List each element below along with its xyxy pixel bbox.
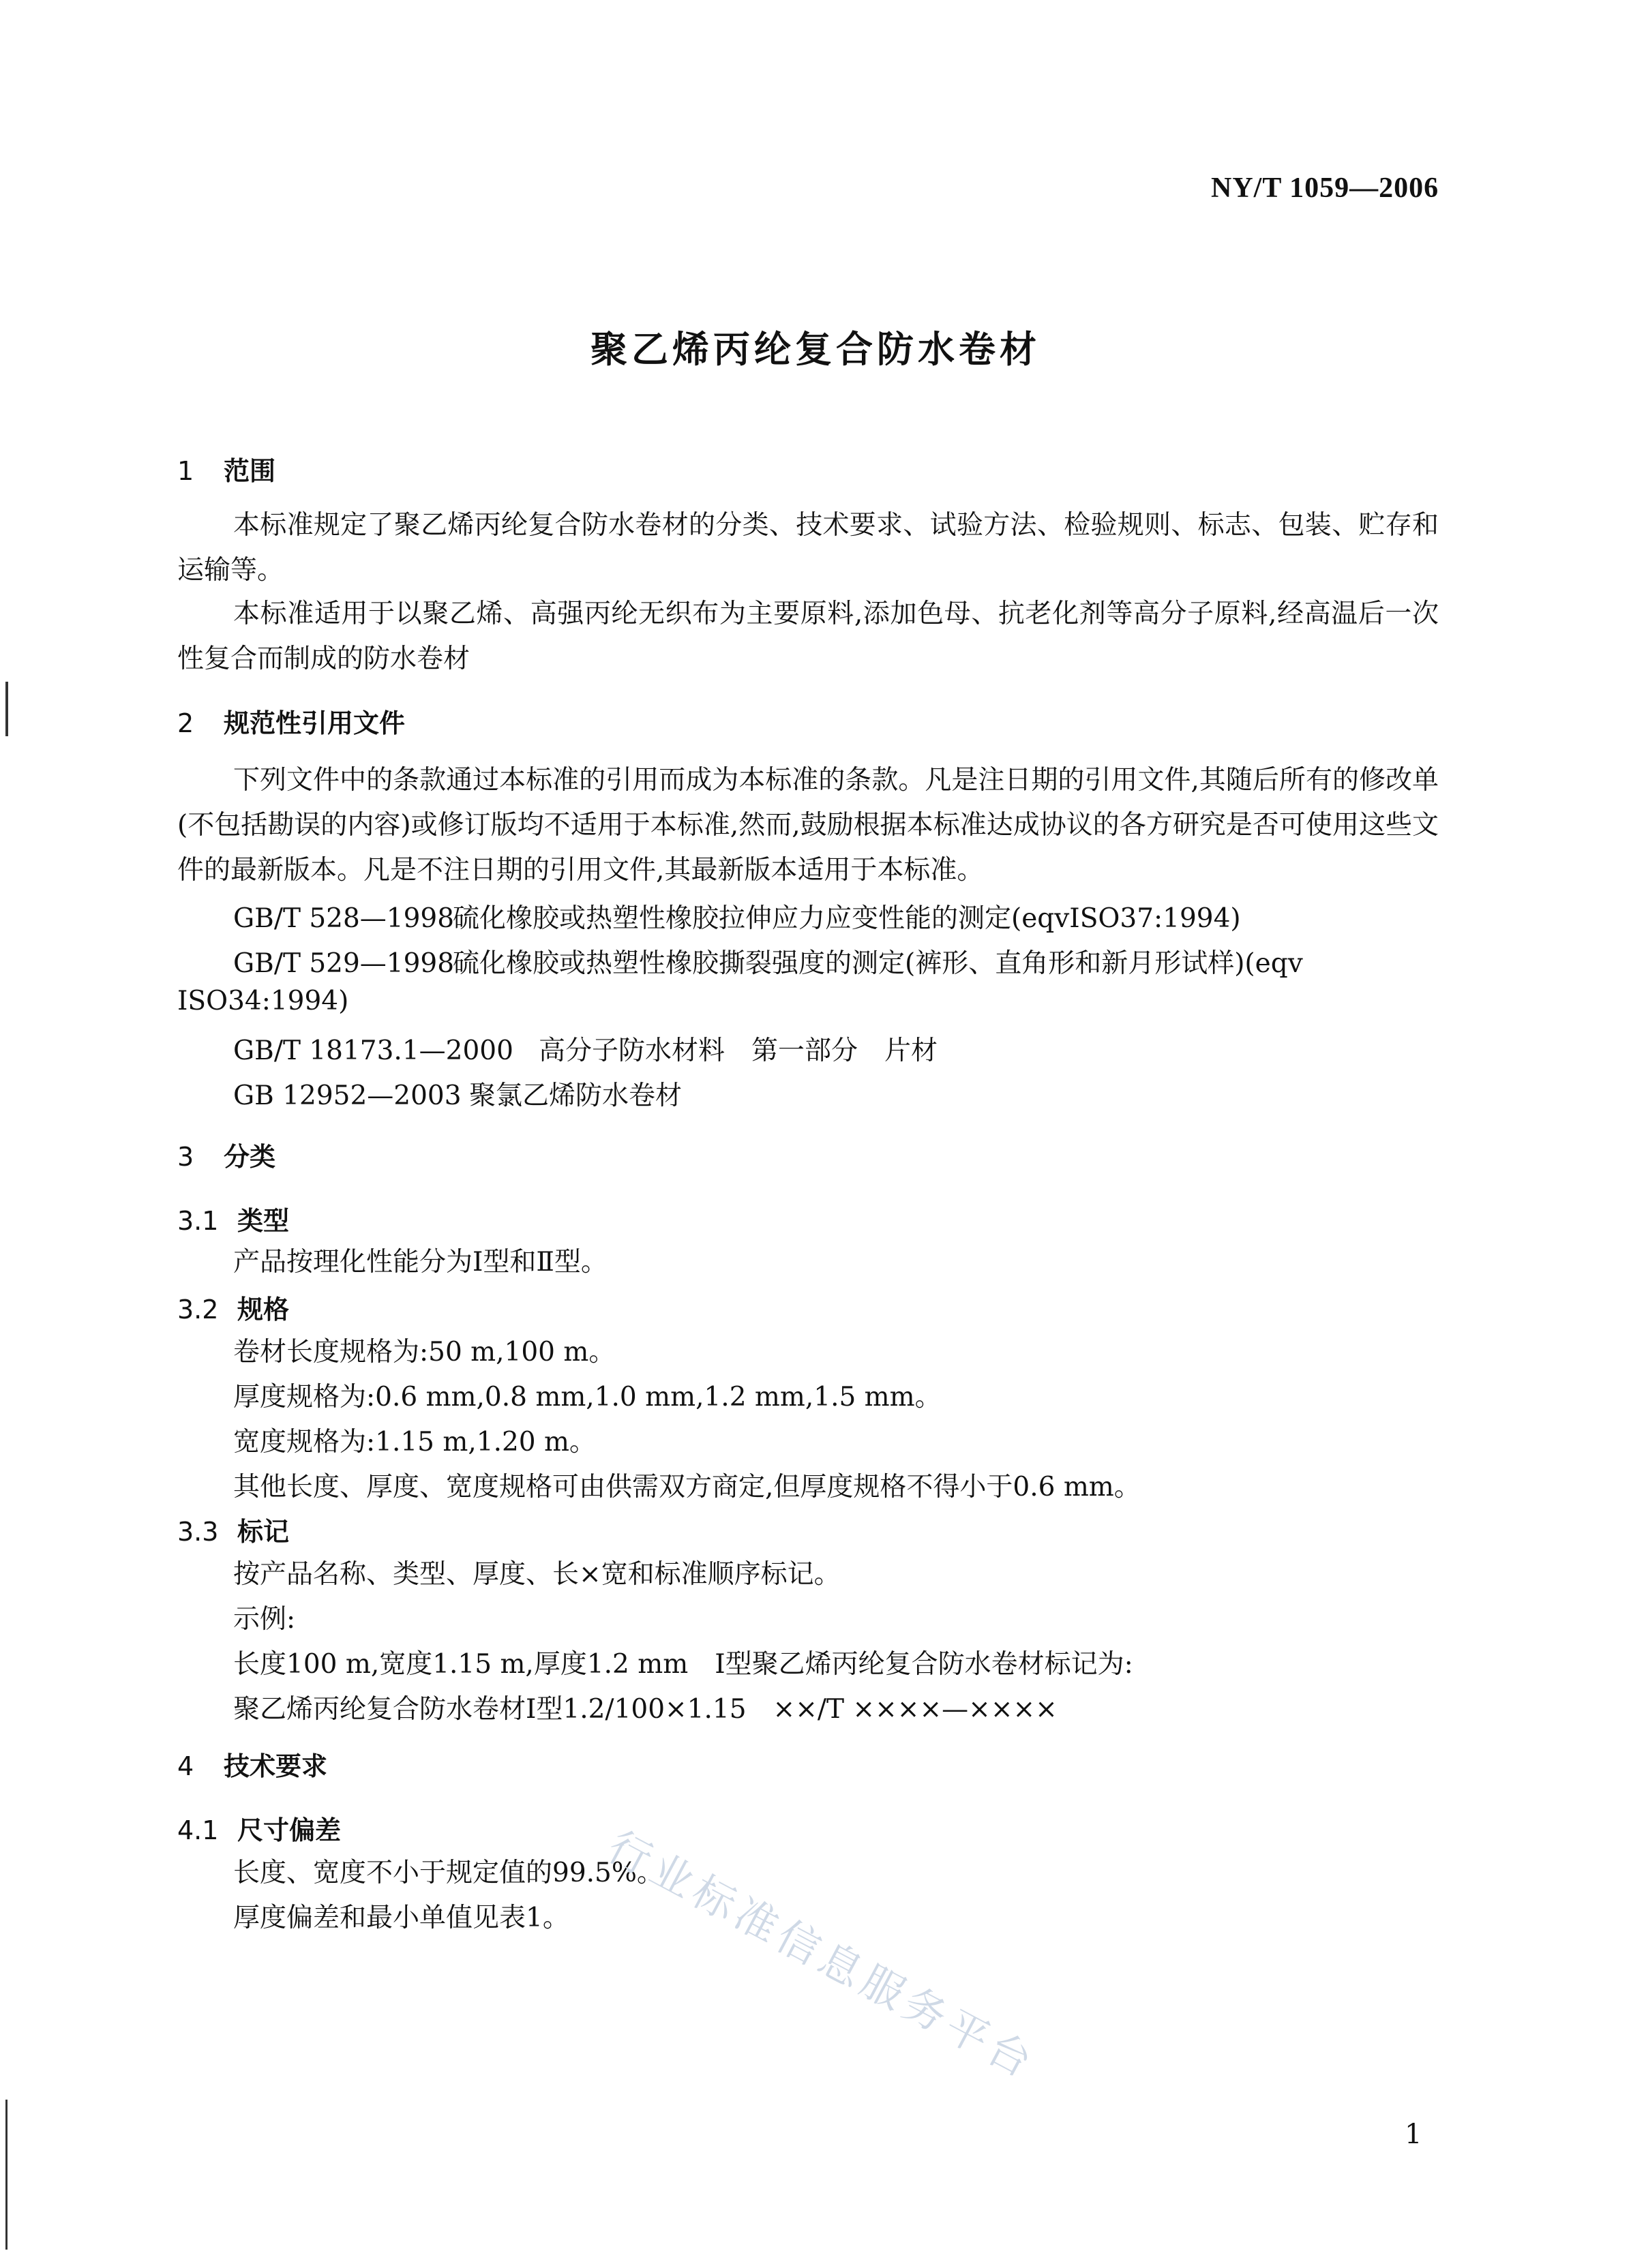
section-number: 2 [177,708,194,738]
reference-item [233,1074,682,1113]
scan-edge-mark [5,682,8,736]
section-title: 分类 [224,1142,276,1172]
scan-edge-mark [5,2100,8,2250]
section-2-heading [177,702,405,740]
section-1-paragraph-1: 本标准规定了聚乙烯丙纶复合防水卷材的分类、技术要求、试验方法、检验规则、标志、包装、贮存和运输等。 [177,510,1439,586]
subsection-number: 3.2 [177,1295,219,1325]
subsection-number: 4.1 [177,1815,219,1845]
subsection-4-1-heading [177,1809,341,1847]
page-number: 1 [1405,2119,1422,2150]
section-number: 4 [177,1751,194,1781]
subsection-title: 标记 [237,1517,290,1547]
reference-text: 高分子防水材料 第一部分 片材 [539,1035,938,1066]
section-1-heading [177,450,275,487]
section-number: 3 [177,1142,194,1172]
watermark: 行业标准信息服务平台 [599,1821,1045,2089]
document-title: 聚乙烯丙纶复合防水卷材 [590,328,1041,371]
reference-text: 硫化橡胶或热塑性橡胶拉伸应力应变性能的测定(eqvISO37:1994) [453,903,1241,934]
text-line: 厚度规格为:0.6 mm,0.8 mm,1.0 mm,1.2 mm,1.5 mm。 [233,1382,942,1412]
text-line: 按产品名称、类型、厚度、长×宽和标准顺序标记。 [233,1559,841,1590]
subsection-number: 3.1 [177,1206,219,1236]
text-line: 其他长度、厚度、宽度规格可由供需双方商定,但厚度规格不得小于0.6 mm。 [233,1472,1141,1502]
subsection-3-1-heading [177,1200,289,1237]
text-line: 宽度规格为:1.15 m,1.20 m。 [233,1427,596,1457]
text-line: 厚度偏差和最小单值见表1。 [233,1903,569,1933]
section-3-heading [177,1136,275,1173]
subsection-number: 3.3 [177,1517,219,1547]
section-number: 1 [177,456,194,486]
section-4-heading [177,1745,327,1783]
standard-code: NY/T 1059—2006 [1211,172,1439,204]
reference-code: GB/T 528—1998 [233,903,455,934]
section-title: 范围 [224,456,276,486]
subsection-3-3-heading [177,1511,289,1548]
reference-code: GB 12952—2003 [233,1080,462,1111]
section-title: 技术要求 [224,1751,328,1781]
subsection-title: 尺寸偏差 [237,1815,342,1845]
reference-code: GB/T 529—1998 [233,948,455,979]
section-2-paragraph-1: 下列文件中的条款通过本标准的引用而成为本标准的条款。凡是注日期的引用文件,其随后所有的修改单(不包括勘误的内容)或修订版均不适用于本标准,然而,鼓励根据本标准达成协议的各方研究是否可使用这些文件的最新版本。凡是不注日期的引用文件,其最新版本适用于本标准。 [177,765,1439,886]
reference-item [233,897,1241,935]
reference-text-continuation: ISO34:1994) [177,986,349,1016]
section-1-paragraph-2: 本标准适用于以聚乙烯、高强丙纶无织布为主要原料,添加色母、抗老化剂等高分子原料,经高温后一次性复合而制成的防水卷材 [177,599,1439,674]
subsection-title: 规格 [237,1295,290,1325]
text-line: 长度100 m,宽度1.15 m,厚度1.2 mm Ⅰ型聚乙烯丙纶复合防水卷材标记为: [233,1649,1133,1680]
text-line: 卷材长度规格为:50 m,100 m。 [233,1337,616,1367]
text-line: 示例: [233,1604,296,1635]
reference-text: 聚氯乙烯防水卷材 [469,1080,683,1111]
text-line: 产品按理化性能分为Ⅰ型和Ⅱ型。 [233,1247,608,1277]
section-title: 规范性引用文件 [224,708,406,738]
reference-code: GB/T 18173.1—2000 [233,1035,513,1066]
text-line: 聚乙烯丙纶复合防水卷材Ⅰ型1.2/100×1.15 ××/T ××××—×××× [233,1694,1058,1725]
reference-item [233,1029,938,1068]
subsection-3-2-heading [177,1288,289,1326]
subsection-title: 类型 [237,1206,290,1236]
text-line: 长度、宽度不小于规定值的99.5%。 [233,1858,663,1888]
reference-text: 硫化橡胶或热塑性橡胶撕裂强度的测定(裤形、直角形和新月形试样)(eqv [453,948,1303,979]
reference-item [233,942,1303,980]
